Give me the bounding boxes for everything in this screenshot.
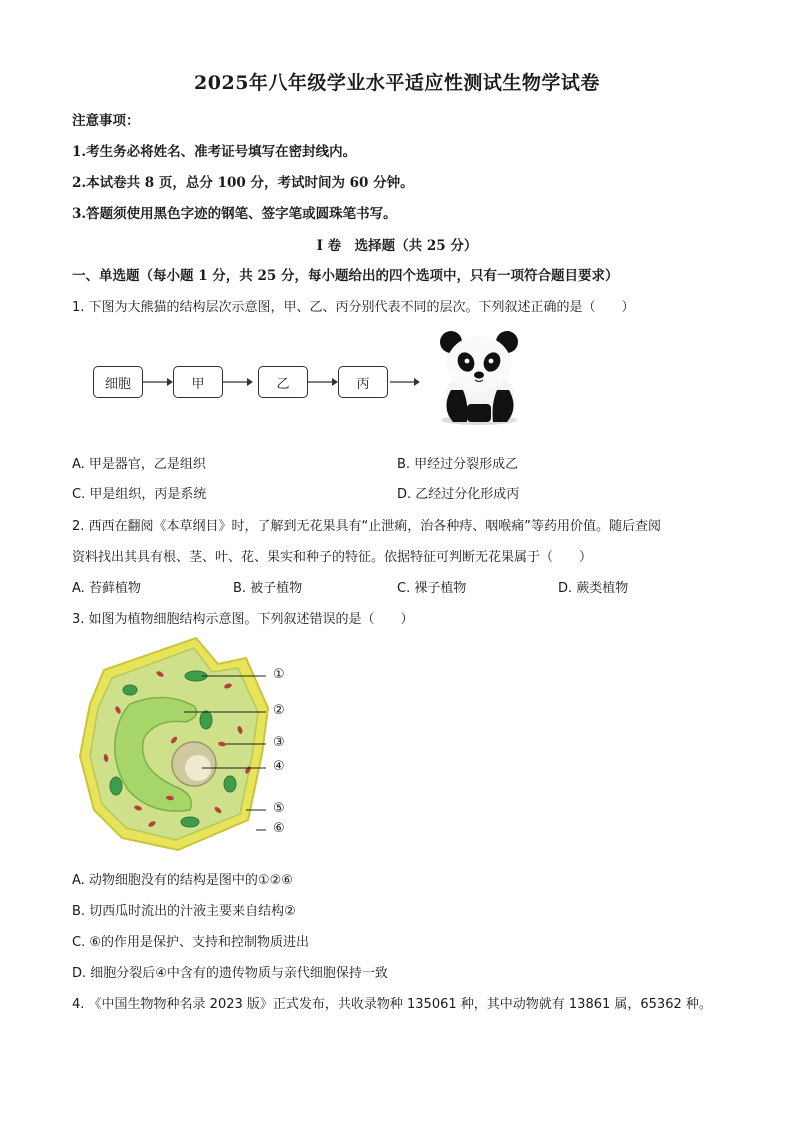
q2-option-d[interactable]: D. 蕨类植物 <box>558 581 629 596</box>
section-title: I 卷 选择题（共 25 分） <box>316 238 478 254</box>
q3-option-c[interactable]: C. ⑥的作用是保护、支持和控制物质进出 <box>72 935 309 950</box>
diagram-box-jia: 甲 <box>173 366 223 398</box>
q3-option-a[interactable]: A. 动物细胞没有的结构是图中的①②⑥ <box>72 873 293 888</box>
q2-option-a[interactable]: A. 苔藓植物 <box>72 581 141 596</box>
q1-option-b[interactable]: B. 甲经过分裂形成乙 <box>397 457 519 472</box>
cell-label-2: ② <box>273 703 285 718</box>
notice-heading: 注意事项： <box>72 113 140 129</box>
notice-item-1: 1.考生务必将姓名、准考证号填写在密封线内。 <box>72 144 357 160</box>
arrow-icon <box>390 375 420 389</box>
q1-option-c[interactable]: C. 甲是组织，丙是系统 <box>72 487 207 502</box>
cell-label-5: ⑤ <box>273 801 285 816</box>
q2-option-b[interactable]: B. 被子植物 <box>233 581 303 596</box>
plant-cell-diagram <box>78 634 298 856</box>
arrow-icon <box>308 375 338 389</box>
q2-stem-line-1: 2. 西西在翻阅《本草纲目》时，了解到无花果具有“止泄痢，治各种痔、咽喉痛”等药用价值。随后查阅 <box>72 519 662 534</box>
part-title: 一、单选题（每小题 1 分，共 25 分，每小题给出的四个选项中，只有一项符合题目要求） <box>72 268 619 284</box>
q2-stem-line-2: 资料找出其具有根、茎、叶、花、果实和种子的特征。依据特征可判断无花果属于（ ） <box>72 550 593 565</box>
notice-item-3: 3.答题须使用黑色字迹的钢笔、签字笔或圆珠笔书写。 <box>72 206 397 222</box>
q1-option-a[interactable]: A. 甲是器官，乙是组织 <box>72 457 206 472</box>
diagram-box-cell: 细胞 <box>93 366 143 398</box>
panda-image <box>433 328 525 428</box>
cell-label-1: ① <box>273 667 285 682</box>
q3-option-d[interactable]: D. 细胞分裂后④中含有的遗传物质与亲代细胞保持一致 <box>72 966 388 981</box>
diagram-box-bing: 丙 <box>338 366 388 398</box>
q1-option-d[interactable]: D. 乙经过分化形成丙 <box>397 487 520 502</box>
cell-label-4: ④ <box>273 759 285 774</box>
q2-option-c[interactable]: C. 裸子植物 <box>397 581 467 596</box>
q1-stem: 1. 下图为大熊猫的结构层次示意图，甲、乙、丙分别代表不同的层次。下列叙述正确的是（ ） <box>72 300 635 315</box>
arrow-icon <box>143 375 173 389</box>
arrow-icon <box>223 375 253 389</box>
notice-item-2: 2.本试卷共 8 页，总分 100 分，考试时间为 60 分钟。 <box>72 175 414 191</box>
diagram-box-yi: 乙 <box>258 366 308 398</box>
cell-label-3: ③ <box>273 735 285 750</box>
q3-stem: 3. 如图为植物细胞结构示意图。下列叙述错误的是（ ） <box>72 612 414 627</box>
q4-stem: 4. 《中国生物物种名录 2023 版》正式发布，共收录物种 135061 种，其中动物就有 13861 属，65362 种。 <box>72 997 712 1012</box>
cell-label-6: ⑥ <box>273 821 285 836</box>
exam-title: 2025年八年级学业水平适应性测试生物学试卷 <box>194 72 600 94</box>
q3-option-b[interactable]: B. 切西瓜时流出的汁液主要来自结构② <box>72 904 296 919</box>
